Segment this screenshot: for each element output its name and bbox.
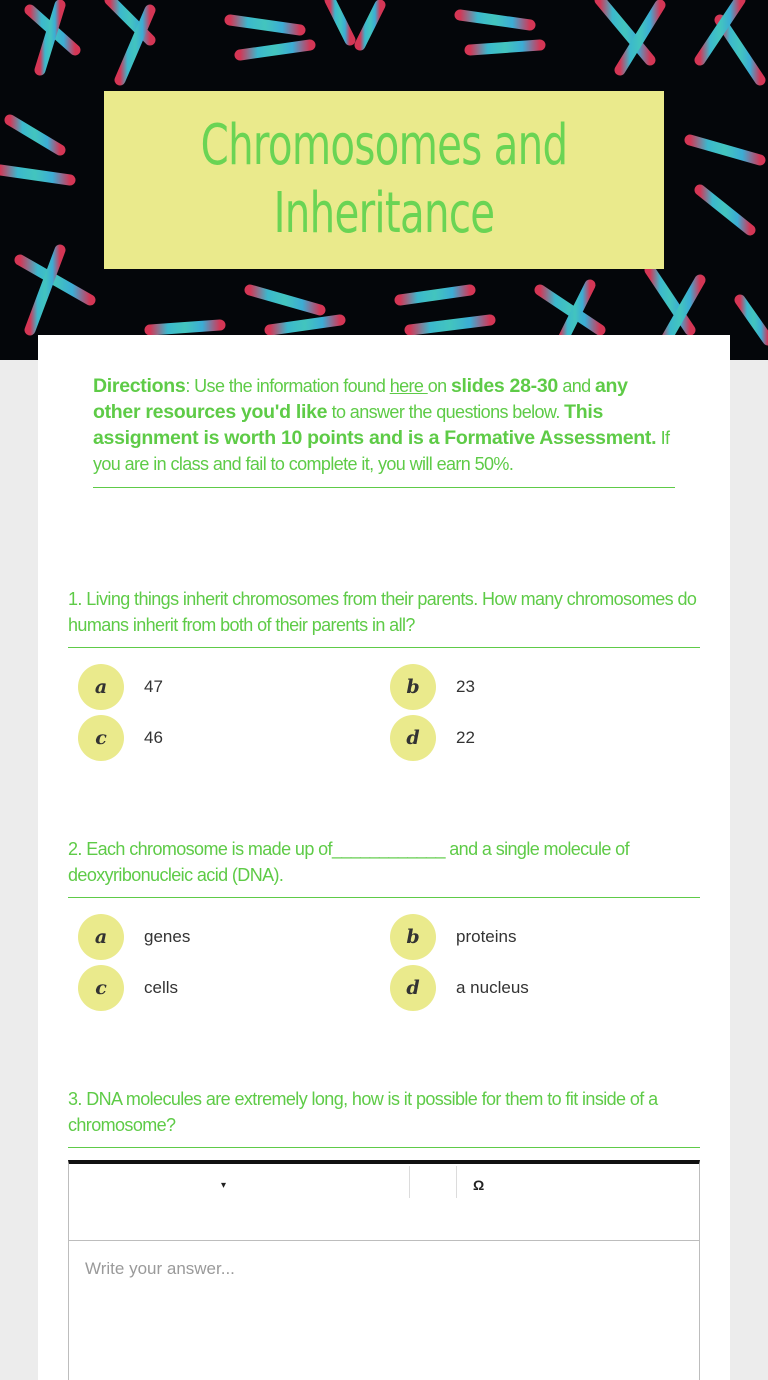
special-character-icon[interactable]: Ω xyxy=(473,1177,485,1193)
answer-editor xyxy=(68,1160,700,1380)
directions-worth: This assignment is worth 10 points and is a Formative Assessment. xyxy=(93,401,657,449)
question-1 xyxy=(68,586,700,774)
choice-letter: a xyxy=(78,914,124,960)
toolbar-divider xyxy=(456,1166,457,1198)
directions-text-1: : Use the information found xyxy=(185,376,390,396)
choice-grid xyxy=(68,914,700,1024)
question-text: 3. DNA molecules are extremely long, how is it possible for them to fit inside of a chromosome? xyxy=(68,1086,700,1148)
question-3 xyxy=(68,1086,700,1148)
question-text: 1. Living things inherit chromosomes from their parents. How many chromosomes do humans inherit from both of their parents in all? xyxy=(68,586,700,648)
answer-input[interactable] xyxy=(69,1241,699,1380)
choice-a[interactable] xyxy=(78,664,378,710)
directions-link[interactable]: here xyxy=(389,376,428,396)
page-title: Chromosomes and Inheritance xyxy=(200,113,568,246)
toolbar-divider xyxy=(409,1166,410,1198)
question-2 xyxy=(68,836,700,1024)
question-text: 2. Each chromosome is made up of____________ and a single molecule of deoxyribonucleic acid (DNA). xyxy=(68,836,700,898)
directions-text-5: If you are in class and fail to complete it, you will earn 50%. xyxy=(93,428,670,474)
choice-c[interactable] xyxy=(78,965,378,1011)
choice-letter: d xyxy=(390,715,436,761)
directions-text-2: on xyxy=(427,376,451,396)
choice-letter: a xyxy=(78,664,124,710)
directions-lead: Directions xyxy=(93,375,186,397)
format-dropdown-caret-icon[interactable]: ▾ xyxy=(221,1180,227,1191)
title-box xyxy=(104,91,664,269)
choice-label: a nucleus xyxy=(456,978,529,997)
editor-toolbar xyxy=(69,1164,699,1241)
directions-text-4: to answer the questions below. xyxy=(327,402,565,422)
choice-label: proteins xyxy=(456,927,517,946)
choice-b[interactable] xyxy=(390,664,690,710)
directions-text-3: and xyxy=(557,376,595,396)
choice-letter: c xyxy=(78,715,124,761)
choice-c[interactable] xyxy=(78,715,378,761)
header-banner xyxy=(0,0,768,360)
choice-letter: b xyxy=(390,664,436,710)
choice-label: genes xyxy=(144,927,191,946)
choice-a[interactable] xyxy=(78,914,378,960)
choice-label: 22 xyxy=(456,728,475,747)
choice-label: 47 xyxy=(144,677,163,696)
directions-resources: any other resources you'd like xyxy=(93,375,628,423)
choice-b[interactable] xyxy=(390,914,690,960)
choice-letter: d xyxy=(390,965,436,1011)
choice-label: cells xyxy=(144,978,179,997)
choice-letter: b xyxy=(390,914,436,960)
choice-label: 23 xyxy=(456,677,475,696)
choice-grid xyxy=(68,664,700,774)
choice-d[interactable] xyxy=(390,715,690,761)
directions-block xyxy=(93,373,675,488)
choice-d[interactable] xyxy=(390,965,690,1011)
directions-slides: slides 28-30 xyxy=(450,375,558,397)
worksheet xyxy=(38,335,730,1380)
choice-label: 46 xyxy=(144,728,163,747)
choice-letter: c xyxy=(78,965,124,1011)
